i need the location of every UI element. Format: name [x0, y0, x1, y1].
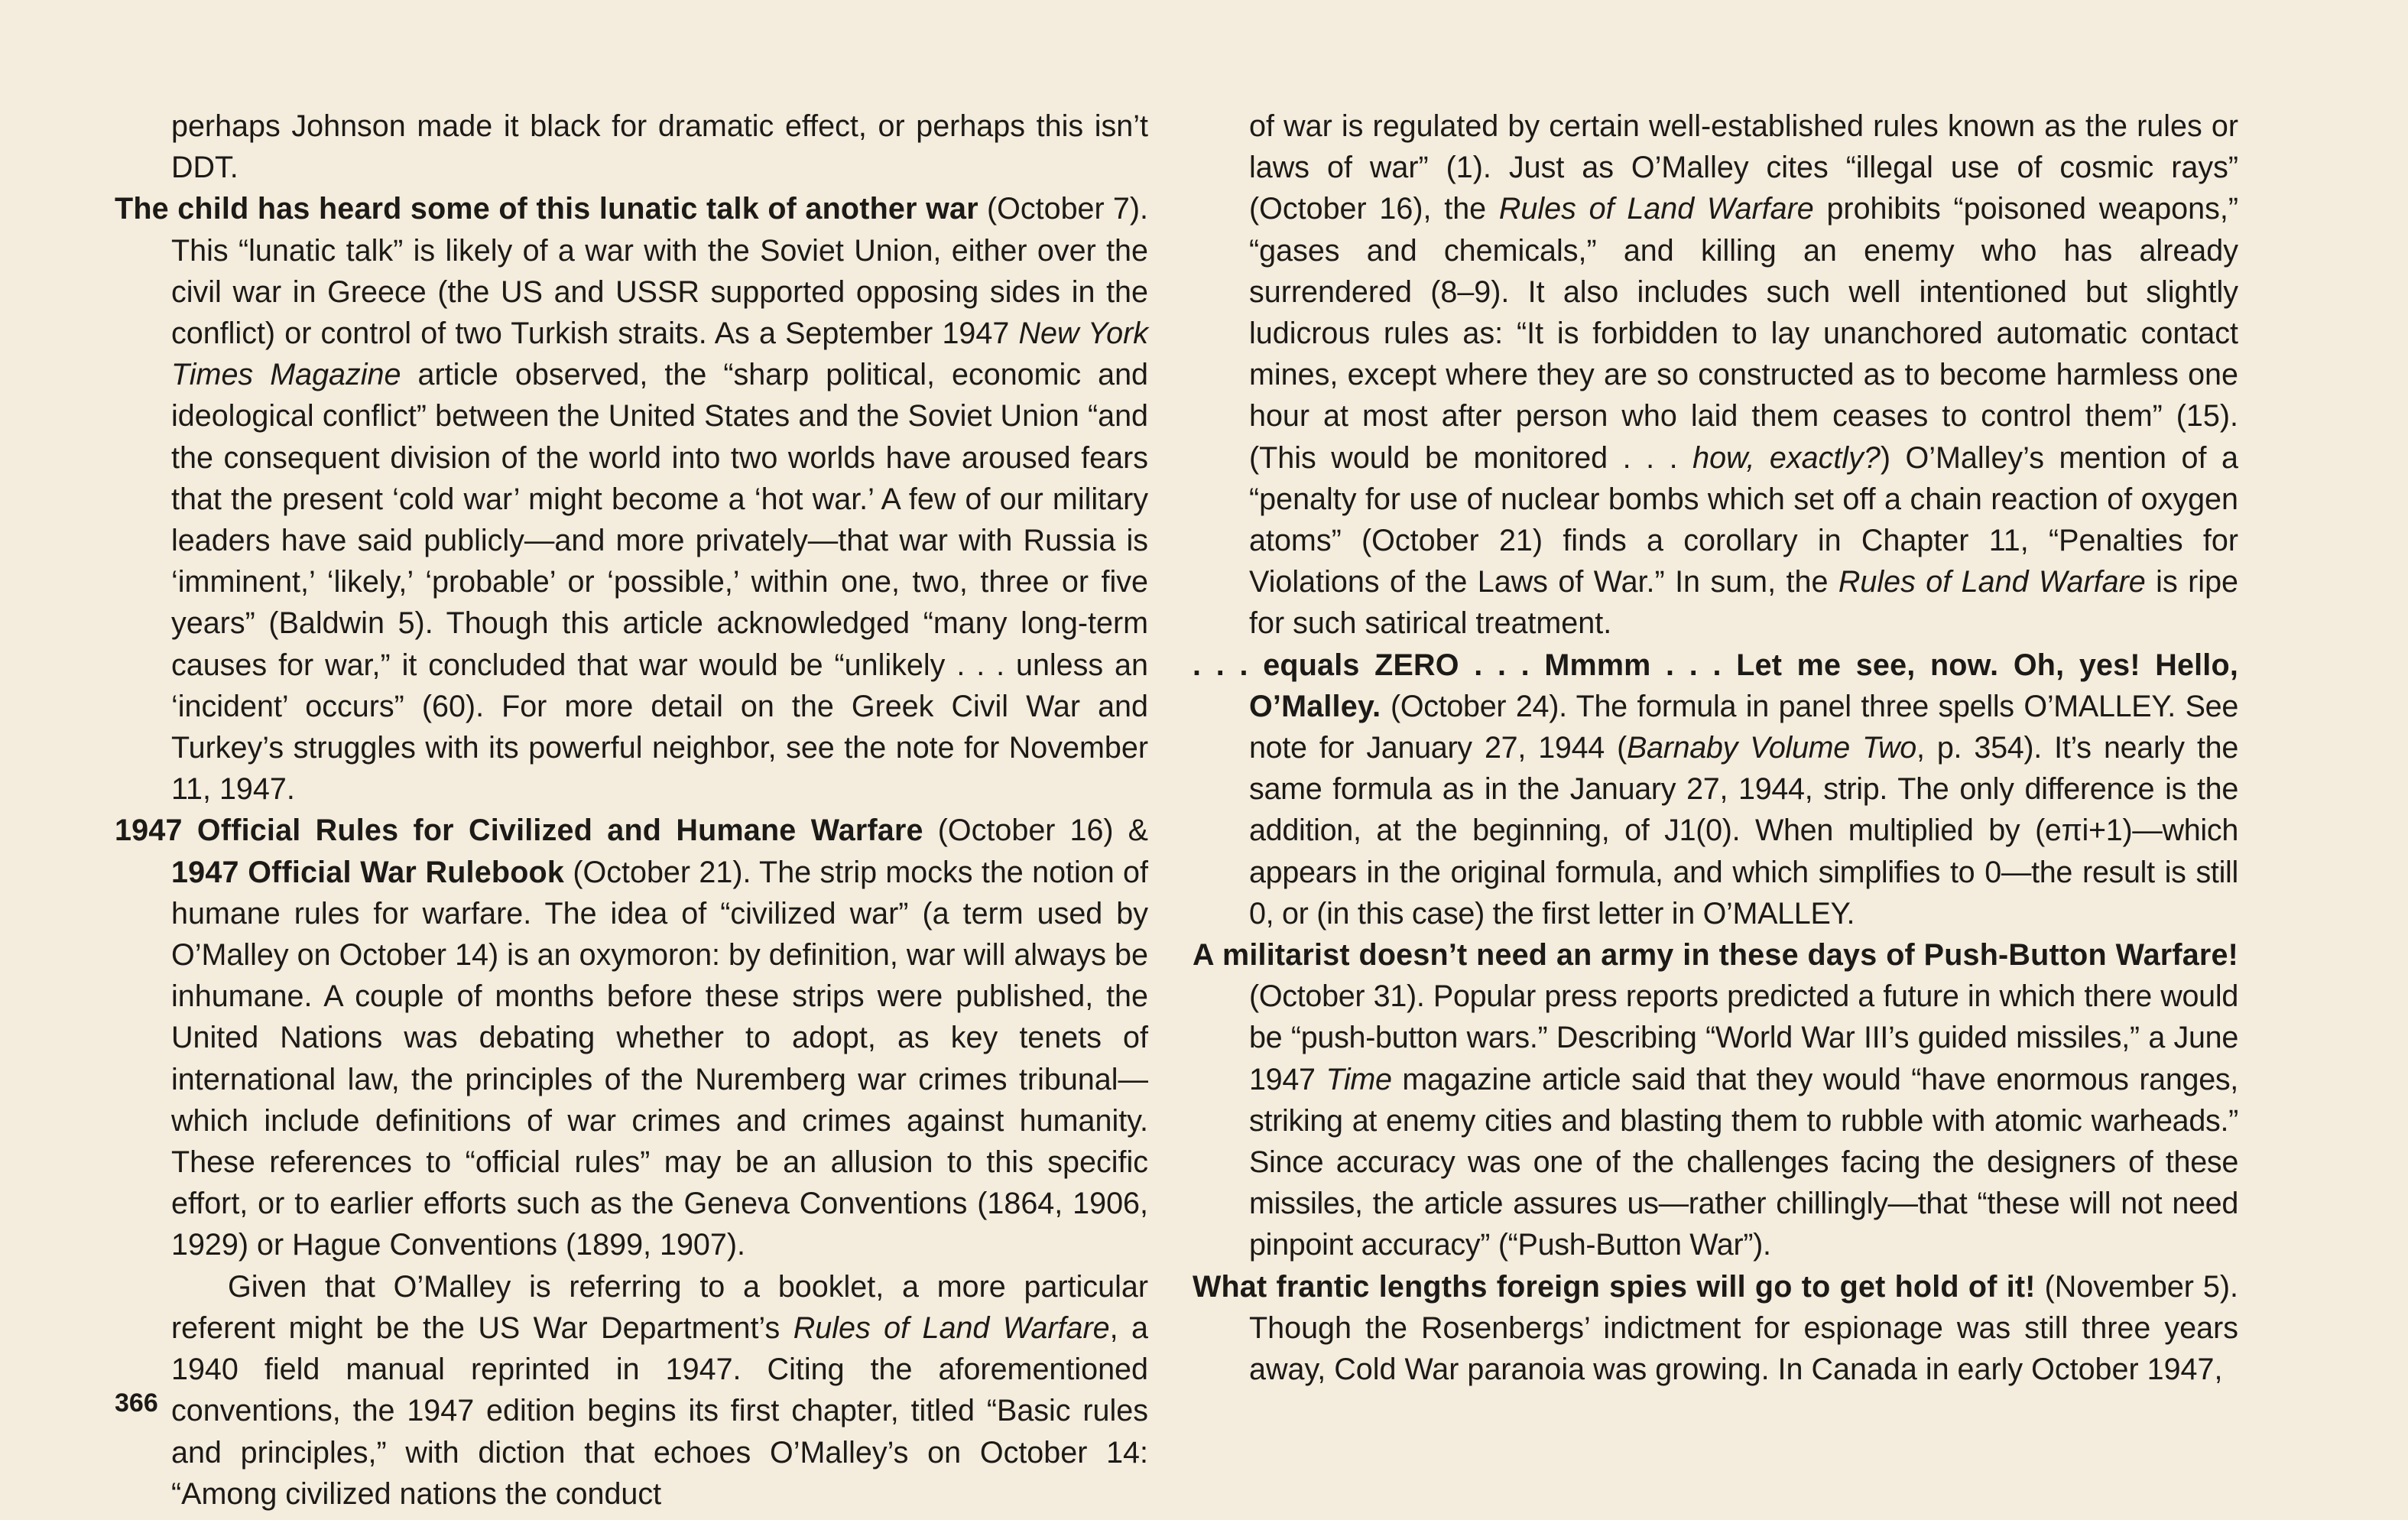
left-column	[115, 106, 1148, 1515]
entry-headword: 1947 Official Rules for Civilized and Humane Warfare	[115, 814, 923, 848]
publication-title: Barnaby Volume Two	[1627, 731, 1916, 765]
body-paragraph: Given that O’Malley is referring to a booklet, a more particular referent might be the US War Department’s Rules of Land Warfare, a 1940 field manual reprinted in 1947. Citing the aforementioned conventions, the 1947 edition begins its first chapter, titled “Basic rules and principles,” with diction that echoes O’Malley’s on October 14: “Among civilized nations the conduct	[171, 1269, 1148, 1511]
publication-title: New York Times Magazine	[171, 317, 1148, 392]
entry-headword: A militarist doesn’t need an army in these days of Push-Button Warfare!	[1193, 938, 2238, 973]
page-number: 366	[115, 1388, 158, 1418]
note-entry-push-button-warfare: A militarist doesn’t need an army in these days of Push-Button Warfare! (October 31). Popular press reports predicted a future in which there would be “push-button wars.” Describing “World War III’s guided missiles,” a June 1947 Time magazine article said that they would “have enormous ranges, striking at enemy cities and blasting them to rubble with atomic warheads.” Since accuracy was one of the challenges facing the designers of these missiles, the article assures us—rather chillingly—that “these will not need pinpoint accuracy” (“Push-Button War”).	[1193, 938, 2238, 1262]
entry-headword: What frantic lengths foreign spies will go to get hold of it!	[1193, 1269, 2036, 1304]
note-entry-official-rules: 1947 Official Rules for Civilized and Humane Warfare (October 16) & 1947 Official War Rulebook (October 21). The strip mocks the notion of humane rules for warfare. The idea of “civilized war” (a term used by O’Malley on October 14) is an oxymoron: by definition, war will always be inhumane. A couple of months before these strips were published, the United Nations was debating whether to adopt, as key tenets of international law, the principles of the Nuremberg war crimes tribunal—which include definitions of war crimes and crimes against humanity. These references to “official rules” may be an allusion to this specific effort, or to earlier efforts such as the Geneva Conventions (1864, 1906, 1929) or Hague Conventions (1899, 1907).	[115, 814, 1148, 1262]
publication-title: Rules of Land Warfare	[1838, 565, 2146, 599]
publication-title: Rules of Land Warfare	[1498, 192, 1814, 226]
entry-headword: The child has heard some of this lunatic talk of another war	[115, 192, 978, 226]
note-entry-foreign-spies: What frantic lengths foreign spies will go to get hold of it! (November 5). Though the Rosenbergs’ indictment for espionage was still three years away, Cold War paranoia was growing. In Canada in early October 1947,	[1193, 1269, 2238, 1387]
continued-paragraph: perhaps Johnson made it black for dramatic effect, or perhaps this isn’t DDT.	[171, 109, 1148, 185]
right-column	[1193, 106, 2238, 1390]
publication-title: Rules of Land Warfare	[793, 1311, 1110, 1345]
entry-headword-secondary: 1947 Official War Rulebook	[171, 855, 565, 889]
continued-paragraph: of war is regulated by certain well-established rules known as the rules or laws of war” (1). Just as O’Malley cites “illegal use of cosmic rays” (October 16), the Rules of Land Warfare prohibits “poisoned weapons,” “gases and chemicals,” and killing an enemy who has already surrendered (8–9). It also includes such well intentioned but slightly ludicrous rules as: “It is forbidden to lay unanchored automatic contact mines, except where they are so constructed as to become harmless one hour at most after person who laid them ceases to control them” (15). (This would be monitored . . . how, exactly?) O’Malley’s mention of a “penalty for use of nuclear bombs which set off a chain reaction of oxygen atoms” (October 21) finds a corollary in Chapter 11, “Penalties for Violations of the Laws of War.” In sum, the Rules of Land Warfare is ripe for such satirical treatment.	[1249, 109, 2239, 641]
emphasis: how, exactly?	[1692, 440, 1881, 475]
note-entry-lunatic-talk: The child has heard some of this lunatic talk of another war (October 7). This “lunatic talk” is likely of a war with the Soviet Union, either over the civil war in Greece (the US and USSR supported opposing sides in the conflict) or control of two Turkish straits. As a September 1947 New York Times Magazine article observed, the “sharp political, economic and ideological conflict” between the United States and the Soviet Union “and the consequent division of the world into two worlds have aroused fears that the present ‘cold war’ might become a ‘hot war.’ A few of our military leaders have said publicly—and more privately—that war with Russia is ‘imminent,’ ‘likely,’ ‘probable’ or ‘possible,’ within one, two, three or five years” (Baldwin 5). Though this article acknowledged “many long-term causes for war,” it concluded that war would be “unlikely . . . unless an ‘incident’ occurs” (60). For more detail on the Greek Civil War and Turkey’s struggles with its powerful neighbor, see the note for November 11, 1947.	[115, 192, 1148, 807]
note-entry-equals-zero: . . . equals ZERO . . . Mmmm . . . Let me see, now. Oh, yes! Hello, O’Malley. (October 24). The formula in panel three spells O’MALLEY. See note for January 27, 1944 (Barnaby Volume Two, p. 354). It’s nearly the same formula as in the January 27, 1944, strip. The only difference is the addition, at the beginning, of J1(0). When multiplied by (eπi+1)—which appears in the original formula, and which simplifies to 0—the result is still 0, or (in this case) the first letter in O’MALLEY.	[1193, 648, 2238, 931]
entry-headword: . . . equals ZERO . . . Mmmm . . . Let me see, now. Oh, yes! Hello, O’Malley.	[1193, 648, 2238, 723]
publication-title: Time	[1326, 1062, 1392, 1096]
